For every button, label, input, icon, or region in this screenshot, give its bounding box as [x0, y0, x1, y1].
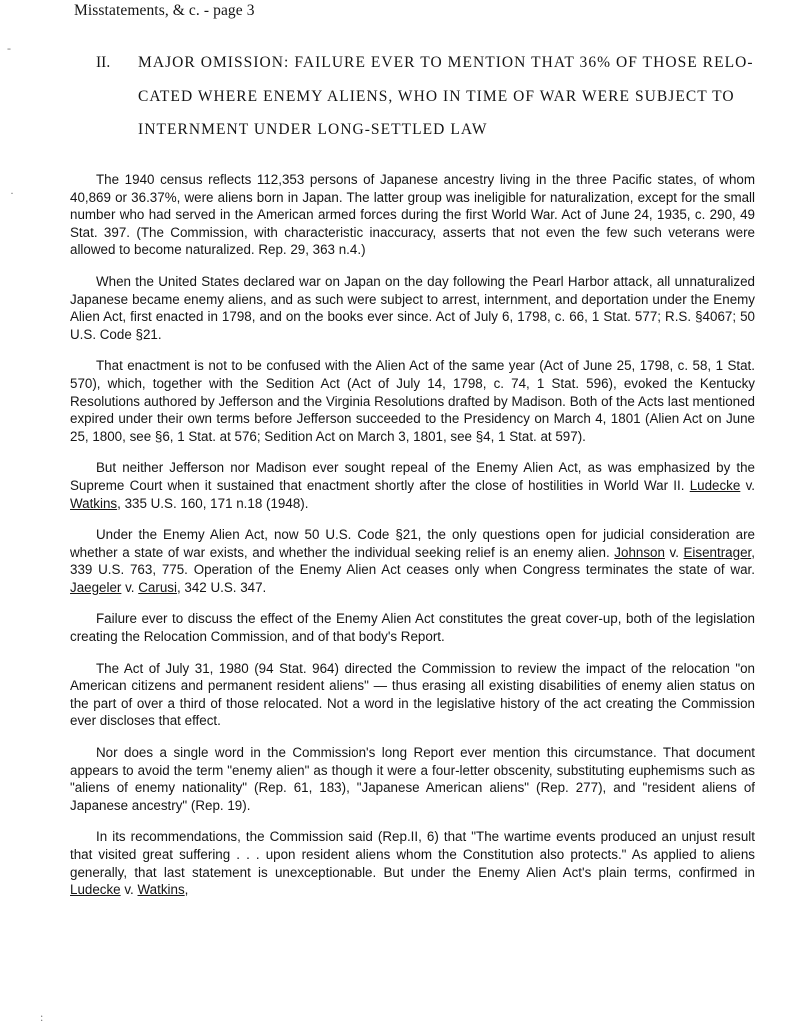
case-name: Watkins — [137, 882, 185, 898]
paragraph: The 1940 census reflects 112,353 persons of Japanese ancestry living in the three Pacific states, of whom 40,869 or 36.37%, were aliens born in Japan. The latter group was ineligible for naturalization, except for the small number who had served in the American armed forces during the first World War. Act of June 24, 1935, c. 290, 49 Stat. 397. (The Commission, with characteristic inaccuracy, asserts that not even the few such veterans were allowed to become naturalized. Rep. 29, 363 n.4.) — [70, 172, 755, 258]
section-heading-line: MAJOR OMISSION: FAILURE EVER TO MENTION THAT 36% OF THOSE RELO- — [138, 54, 754, 71]
paragraph: When the United States declared war on Japan on the day following the Pearl Harbor attack, all unnaturalized Japanese became enemy aliens, and as such were subject to arrest, internment, and deportation under the Enemy Alien Act, first enacted in 1798, and on the books ever since. Act of July 6, 1798, c. 66, 1 Stat. 577; R.S. §4067; 50 U.S. Code §21. — [70, 273, 755, 342]
case-name: Eisentrager — [683, 544, 752, 560]
paragraph: In its recommendations, the Commission said (Rep.II, 6) that "The wartime events produced an unjust result that visited great suffering . . . upon resident aliens whom the Constitution also protects." As applied to aliens generally, that last statement is unexceptionable. But under the Enemy Alien Act's plain terms, confirmed in Ludecke v. Watkins, — [70, 829, 755, 898]
margin-mark: · — [10, 186, 14, 200]
body-text — [70, 171, 755, 913]
case-name: Ludecke — [70, 882, 121, 898]
section-heading-line: INTERNMENT UNDER LONG-SETTLED LAW — [138, 121, 488, 138]
paragraph: Under the Enemy Alien Act, now 50 U.S. Code §21, the only questions open for judicial consideration are whether a state of war exists, and whether the individual seeking relief is an enemy alien. Johnson v. Eisentrager, 339 U.S. 763, 775. Operation of the Enemy Alien Act ceases only when Congress terminates the state of war. Jaegeler v. Carusi, 342 U.S. 347. — [70, 527, 755, 595]
section-number: II. — [96, 54, 111, 71]
case-name: Jaegeler — [70, 579, 122, 595]
margin-mark: : — [40, 1010, 44, 1024]
paragraph: Nor does a single word in the Commission's long Report ever mention this circumstance. That document appears to avoid the term "enemy alien" as though it were a four-letter obscenity, substituting euphemisms such as "aliens of enemy nationality" (Rep. 61, 183), "Japanese American aliens" (Rep. 277), and "resident aliens of Japanese ancestry" (Rep. 19). — [70, 745, 755, 813]
paragraph: Failure ever to discuss the effect of the Enemy Alien Act constitutes the great cover-up, both of the legislation creating the Relocation Commission, and of that body's Report. — [70, 611, 755, 645]
margin-mark: - — [7, 41, 11, 55]
case-name: Johnson — [614, 544, 665, 560]
paragraph: The Act of July 31, 1980 (94 Stat. 964) directed the Commission to review the impact of the relocation "on American citizens and permanent resident aliens" — thus erasing all existing disabilities of enemy alien status on the part of over a third of those relocated. Not a word in the legislative history of the act creating the Commission ever discloses that effect. — [70, 660, 755, 729]
paragraph: That enactment is not to be confused with the Alien Act of the same year (Act of June 25, 1798, c. 58, 1 Stat. 570), which, together with the Sedition Act (Act of July 14, 1798, c. 74, 1 Stat. 596), evoked the Kentucky Resolutions authored by Jefferson and the Virginia Resolutions drafted by Madison. Both of the Acts last mentioned expired under their own terms before Jefferson succeeded to the Presidency on March 4, 1801 (Alien Act on June 25, 1800, see §6, 1 Stat. at 576; Sedition Act on March 3, 1801, see §4, 1 Stat. at 597). — [70, 358, 755, 444]
case-name: Watkins — [70, 495, 118, 511]
case-name: Ludecke — [689, 477, 741, 493]
section-heading-line: CATED WHERE ENEMY ALIENS, WHO IN TIME OF WAR WERE SUBJECT TO — [138, 88, 735, 105]
case-name: Carusi — [138, 579, 177, 595]
paragraph: But neither Jefferson nor Madison ever sought repeal of the Enemy Alien Act, as was emphasized by the Supreme Court when it sustained that enactment shortly after the close of hostilities in World War II. Ludecke v. Watkins, 335 U.S. 160, 171 n.18 (1948). — [70, 460, 755, 511]
page-header: Misstatements, & c. - page 3 — [74, 2, 255, 19]
